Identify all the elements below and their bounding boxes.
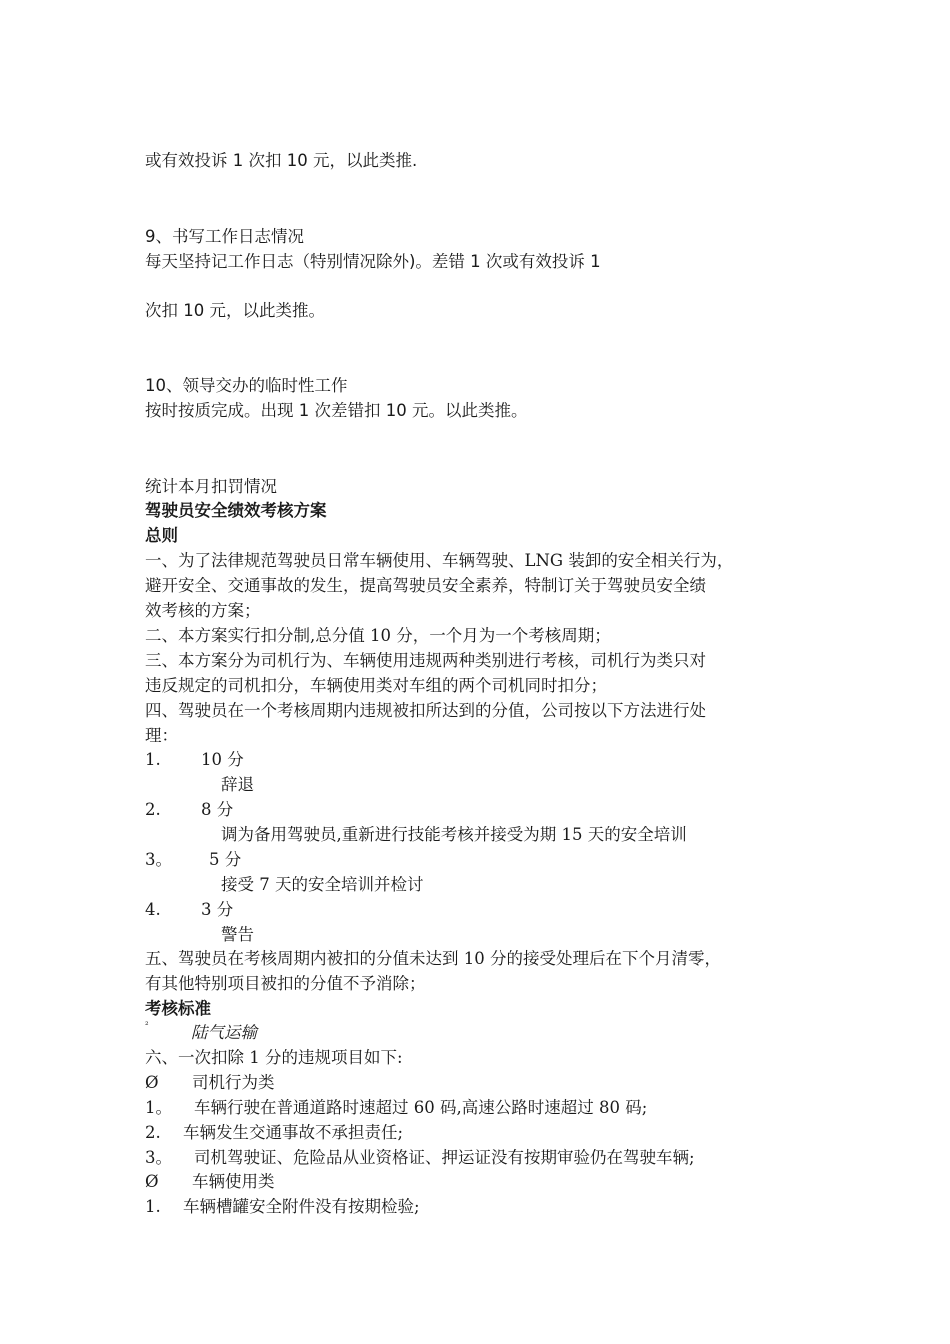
item-text: 司机驾驶证、危险品从业资格证、押运证没有按期审验仍在驾驶车辆; — [194, 1148, 695, 1167]
text-line: 按时按质完成。出现 1 次差错扣 10 元。以此类推。 — [145, 401, 528, 420]
paragraph-5: 五、驾驶员在考核周期内被扣的分值未达到 10 分的接受处理后在下个月清零， — [145, 949, 721, 968]
list-score: 8 分 — [201, 800, 234, 819]
item-number: 3。 — [145, 1148, 172, 1167]
paragraph-6: 六、一次扣除 1 分的违规项目如下: — [145, 1048, 403, 1067]
text-line: 次扣 10 元，以此类推。 — [145, 301, 325, 320]
paragraph-2: 二、本方案实行扣分制,总分值 10 分，一个月为一个考核周期； — [145, 626, 611, 645]
list-score: 3 分 — [201, 900, 234, 919]
list-number: 3。 — [145, 850, 172, 869]
paragraph-1: 效考核的方案； — [145, 601, 261, 620]
list-action: 警告 — [221, 925, 254, 944]
category-driver-behavior: 司机行为类 — [192, 1073, 275, 1092]
paragraph-1: 避开安全、交通事故的发生，提高驾驶员安全素养，特制订关于驾驶员安全绩 — [145, 576, 706, 595]
item-number: 1. — [145, 1197, 161, 1216]
section-heading-10: 10、领导交办的临时性工作 — [145, 376, 348, 395]
item-text: 车辆发生交通事故不承担责任; — [183, 1123, 404, 1142]
list-number: 1. — [145, 750, 161, 769]
subsection-transport: 陆气运输 — [191, 1023, 257, 1042]
category-vehicle-use: 车辆使用类 — [192, 1172, 275, 1191]
item-number: 1。 — [145, 1098, 172, 1117]
paragraph-4: 四、驾驶员在一个考核周期内违规被扣所达到的分值，公司按以下方法进行处 — [145, 701, 706, 720]
list-number: 4. — [145, 900, 161, 919]
paragraph-3: 三、本方案分为司机行为、车辆使用违规两种类别进行考核，司机行为类只对 — [145, 651, 706, 670]
section-heading-standard: 考核标准 — [145, 999, 211, 1018]
list-action: 调为备用驾驶员,重新进行技能考核并接受为期 15 天的安全培训 — [221, 825, 687, 844]
list-action: 接受 7 天的安全培训并检讨 — [221, 875, 424, 894]
paragraph-1: 一、为了法律规范驾驶员日常车辆使用、车辆驾驶、LNG 装卸的安全相关行为， — [145, 551, 734, 570]
document-title: 驾驶员安全绩效考核方案 — [145, 501, 327, 520]
paragraph-5: 有其他特别项目被扣的分值不予消除； — [145, 974, 426, 993]
bullet-mark: Ø — [145, 1073, 159, 1092]
text-line: 统计本月扣罚情况 — [145, 477, 277, 496]
text-line: 每天坚持记工作日志（特别情况除外)。差错 1 次或有效投诉 1 — [145, 252, 601, 271]
section-heading-9: 9、书写工作日志情况 — [145, 227, 304, 246]
item-text: 车辆行驶在普通道路时速超过 60 码,高速公路时速超过 80 码; — [194, 1098, 648, 1117]
paragraph-3: 违反规定的司机扣分，车辆使用类对车组的两个司机同时扣分； — [145, 676, 607, 695]
list-action: 辞退 — [221, 775, 254, 794]
list-number: 2. — [145, 800, 161, 819]
list-score: 10 分 — [201, 750, 244, 769]
item-number: 2. — [145, 1123, 161, 1142]
paragraph-4: 理： — [145, 726, 178, 745]
superscript-mark: ² — [145, 1021, 149, 1031]
section-heading-general: 总则 — [145, 526, 178, 545]
text-line: 或有效投诉 1 次扣 10 元，以此类推. — [145, 151, 418, 170]
bullet-mark: Ø — [145, 1172, 159, 1191]
list-score: 5 分 — [209, 850, 242, 869]
item-text: 车辆槽罐安全附件没有按期检验; — [183, 1197, 420, 1216]
